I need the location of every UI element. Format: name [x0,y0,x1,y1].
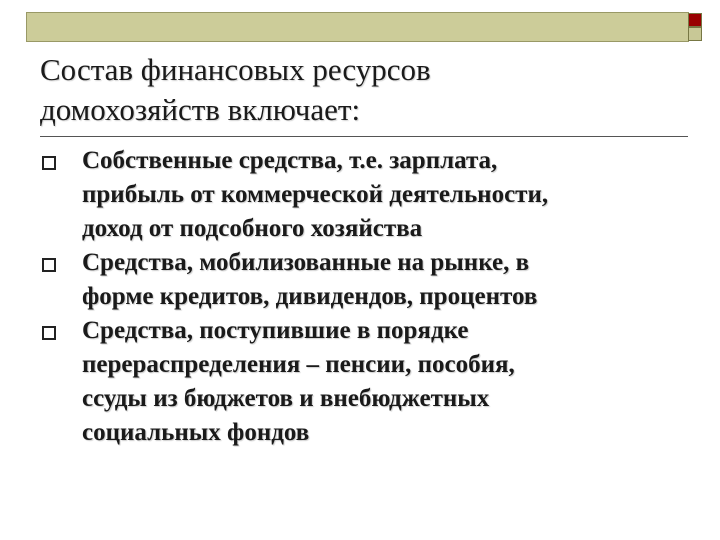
bullet-item [38,246,688,314]
bullet-list [38,144,688,450]
title-line: Состав финансовых ресурсов [40,52,431,87]
bullet-line: Средства, мобилизованные на рынке, в [82,249,530,276]
bullet-line: Средства, поступившие в порядке [82,317,469,344]
bullet-line: перераспределения – пенсии, пособия, [82,351,515,378]
hollow-square-bullet-icon [42,258,56,272]
hollow-square-bullet-icon [42,156,56,170]
hollow-square-bullet-icon [42,326,56,340]
title-divider [40,136,688,137]
bullet-item [38,314,688,450]
bullet-line: форме кредитов, дивидендов, процентов [82,283,538,310]
red-square-icon [688,13,702,27]
slide-title [40,50,680,130]
bullet-item [38,144,688,246]
top-decorative-bar [26,12,689,42]
bullet-line: прибыль от коммерческой деятельности, [82,181,549,208]
title-line: домохозяйств включает: [40,92,361,127]
bullet-line: социальных фондов [82,419,310,446]
olive-square-icon [688,27,702,41]
bullet-line: доход от подсобного хозяйства [82,215,423,242]
bullet-line: Собственные средства, т.е. зарплата, [82,147,498,174]
bullet-line: ссуды из бюджетов и внебюджетных [82,385,490,412]
